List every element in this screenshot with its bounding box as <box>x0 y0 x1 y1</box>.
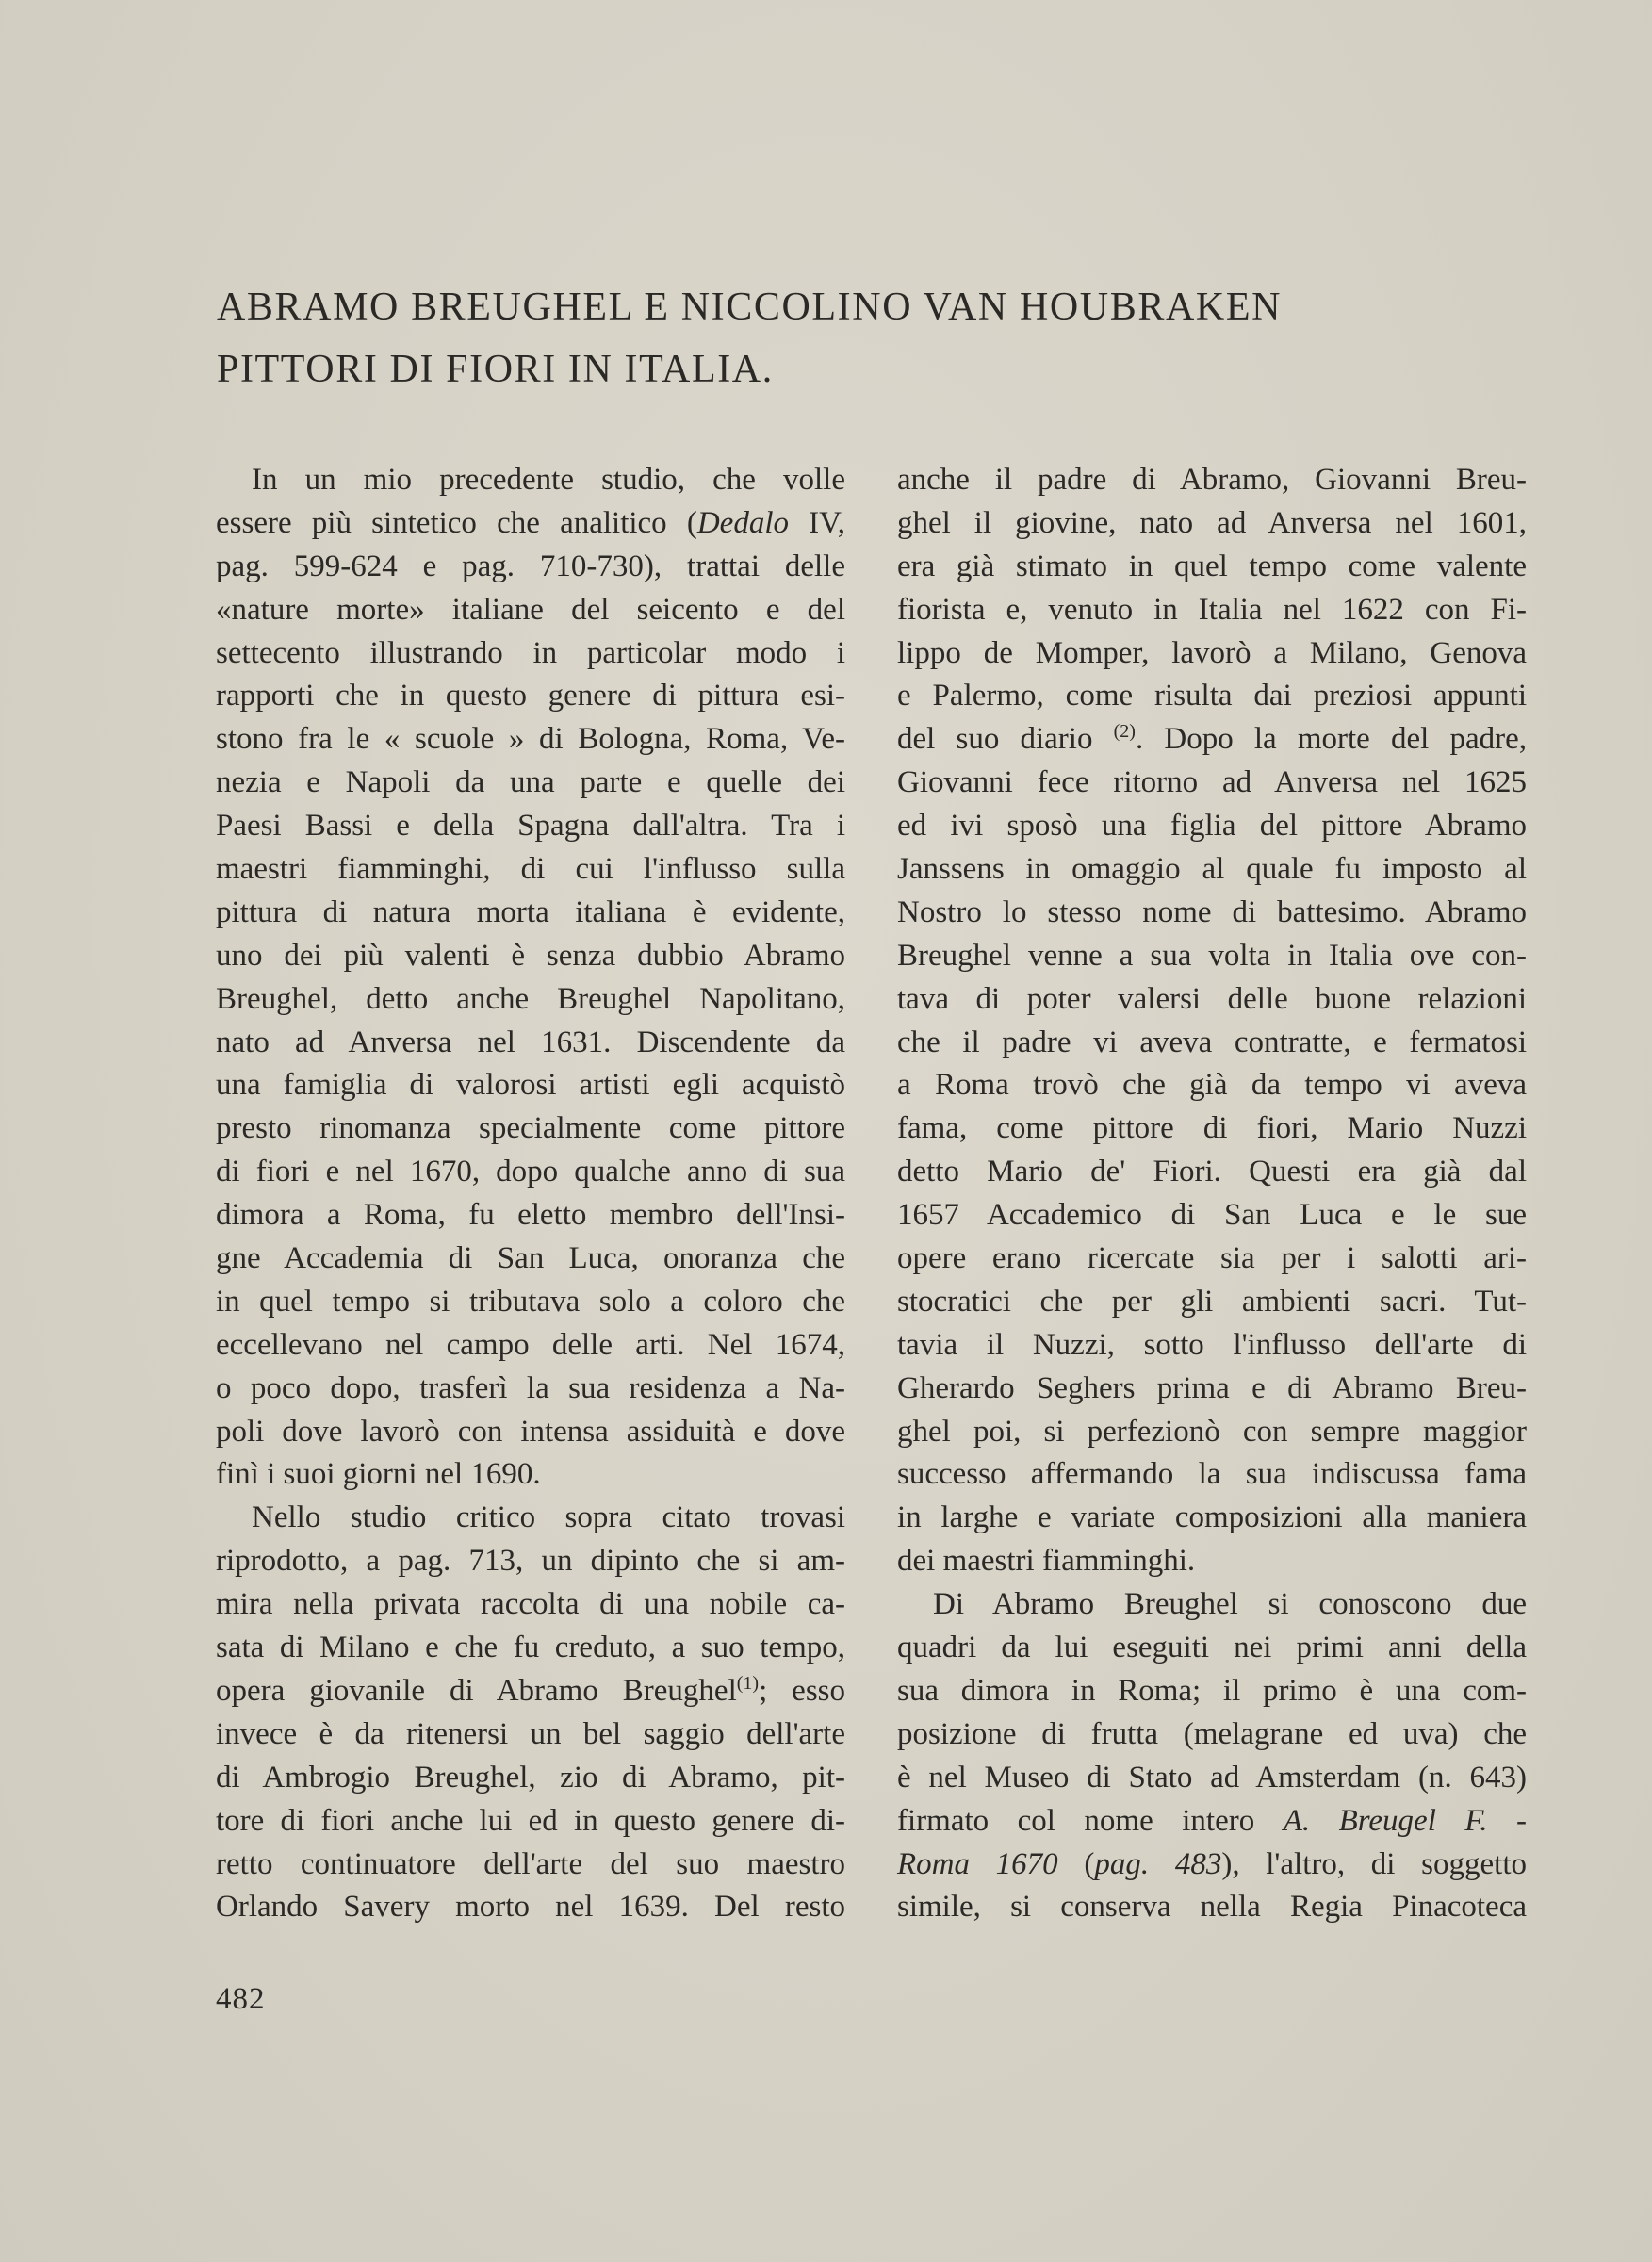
text-line: fama, come pittore di fiori, Mario Nuzzi <box>897 1111 1527 1146</box>
text-line: Di Abramo Breughel si conoscono due <box>933 1587 1527 1622</box>
text-column-left <box>216 459 845 1929</box>
text-line: anche il padre di Abramo, Giovanni Breu- <box>897 463 1527 497</box>
text-line: Gherardo Seghers prima e di Abramo Breu- <box>897 1370 1527 1405</box>
text-line: o poco dopo, trasferì la sua residenza a Na- <box>216 1370 845 1405</box>
text-line: sua dimora in Roma; il primo è una com- <box>897 1673 1527 1708</box>
text-line: a Roma trovò che già da tempo vi aveva <box>897 1068 1527 1103</box>
text-line: pag. 599-624 e pag. 710-730), trattai delle <box>216 549 845 583</box>
text-line: fiorista e, venuto in Italia nel 1622 con Fi- <box>897 592 1527 627</box>
text-line: Nello studio critico sopra citato trovasi <box>252 1500 845 1535</box>
text-line: simile, si conserva nella Regia Pinacoteca <box>897 1890 1527 1925</box>
text-line: successo affermando la sua indiscussa fama <box>897 1457 1527 1492</box>
text-line: eccellevano nel campo delle arti. Nel 1674, <box>216 1327 845 1362</box>
text-line: Paesi Bassi e della Spagna dall'altra. Tra i <box>216 809 845 844</box>
text-line: Orlando Savery morto nel 1639. Del resto <box>216 1890 845 1925</box>
text-line: che il padre vi aveva contratte, e fermatosi <box>897 1024 1527 1059</box>
text-line: essere più sintetico che analitico (Dedalo IV, <box>216 505 845 540</box>
text-line: in quel tempo si tributava solo a coloro che <box>216 1284 845 1319</box>
text-line: nato ad Anversa nel 1631. Discendente da <box>216 1024 845 1059</box>
text-line: era già stimato in quel tempo come valente <box>897 549 1527 583</box>
text-line: retto continuatore dell'arte del suo maestro <box>216 1846 845 1881</box>
text-line: sata di Milano e che fu creduto, a suo tempo, <box>216 1631 845 1665</box>
text-line: e Palermo, come risulta dai preziosi appunti <box>897 679 1527 713</box>
text-line: ghel il giovine, nato ad Anversa nel 1601, <box>897 505 1527 540</box>
text-line: lippo de Momper, lavorò a Milano, Genova <box>897 635 1527 670</box>
text-line: stono fra le « scuole » di Bologna, Roma, Ve- <box>216 722 845 757</box>
text-line: quadri da lui eseguiti nei primi anni della <box>897 1631 1527 1665</box>
text-line: tore di fiori anche lui ed in questo genere di- <box>216 1803 845 1838</box>
text-line: opera giovanile di Abramo Breughel$^{(1)}$; esso <box>216 1672 846 1708</box>
text-line: mira nella privata raccolta di una nobile ca- <box>216 1587 845 1622</box>
text-line: Giovanni fece ritorno ad Anversa nel 1625 <box>897 765 1527 800</box>
text-line: ghel poi, si perfezionò con sempre maggior <box>897 1414 1527 1449</box>
text-line: tava di poter valersi delle buone relazioni <box>897 981 1527 1016</box>
text-line: «nature morte» italiane del seicento e del <box>216 592 845 627</box>
text-line: dei maestri fiamminghi. <box>897 1544 1196 1579</box>
text-line: di Ambrogio Breughel, zio di Abramo, pit- <box>216 1760 845 1795</box>
text-column-right <box>897 459 1527 1929</box>
text-line: di fiori e nel 1670, dopo qualche anno di sua <box>216 1155 845 1189</box>
text-line: Breughel, detto anche Breughel Napolitano, <box>216 981 845 1016</box>
text-line: posizione di frutta (melagrane ed uva) che <box>897 1716 1527 1751</box>
text-line: detto Mario de' Fiori. Questi era già dal <box>897 1155 1527 1189</box>
text-line: Breughel venne a sua volta in Italia ove con- <box>897 938 1527 973</box>
signature-inscription: A. Breugel F. - <box>1283 1803 1527 1838</box>
text-line: stocratici che per gli ambienti sacri. Tut- <box>897 1284 1527 1319</box>
text-line: dimora a Roma, fu eletto membro dell'Insi- <box>216 1198 845 1233</box>
text-line: invece è da ritenersi un bel saggio dell'arte <box>216 1716 845 1751</box>
text-line: opere erano ricercate sia per i salotti ari- <box>897 1241 1527 1276</box>
text-line: è nel Museo di Stato ad Amsterdam (n. 643) <box>897 1760 1527 1795</box>
text-line: nezia e Napoli da una parte e quelle dei <box>216 765 845 800</box>
text-line: Nostro lo stesso nome di battesimo. Abramo <box>897 894 1527 929</box>
text-line: In un mio precedente studio, che volle <box>252 463 845 497</box>
text-line: maestri fiamminghi, di cui l'influsso sulla <box>216 852 845 887</box>
journal-title: Dedalo <box>696 505 789 540</box>
text-line: riprodotto, a pag. 713, un dipinto che si am- <box>216 1544 845 1579</box>
text-line: Janssens in omaggio al quale fu imposto al <box>897 852 1527 887</box>
text-line: in larghe e variate composizioni alla maniera <box>897 1500 1527 1535</box>
text-line: Roma 1670 (pag. 483), l'altro, di soggetto <box>897 1846 1527 1881</box>
article-title <box>217 276 1282 401</box>
text-line: ed ivi sposò una figlia del pittore Abramo <box>897 809 1527 844</box>
text-line: del suo diario $^{(2)}$. Dopo la morte del padre, <box>897 721 1527 757</box>
footnote-ref-1[interactable]: (1) <box>736 1672 760 1694</box>
page-number: 482 <box>216 1982 266 2016</box>
text-line: presto rinomanza specialmente come pittore <box>216 1111 845 1146</box>
footnote-ref-2[interactable]: (2) <box>1113 721 1136 743</box>
text-line: uno dei più valenti è senza dubbio Abramo <box>216 938 845 973</box>
text-line: pittura di natura morta italiana è evidente, <box>216 894 845 929</box>
text-line: poli dove lavorò con intensa assiduità e dove <box>216 1414 845 1449</box>
text-line: settecento illustrando in particolar modo i <box>216 635 845 670</box>
text-line: finì i suoi giorni nel 1690. <box>216 1457 541 1492</box>
text-line: una famiglia di valorosi artisti egli acquistò <box>216 1068 845 1103</box>
text-line: tavia il Nuzzi, sotto l'influsso dell'arte di <box>897 1327 1527 1362</box>
text-line: firmato col nome intero A. Breugel F. - <box>897 1803 1527 1838</box>
title-line-1: ABRAMO BREUGHEL E NICCOLINO VAN HOUBRAKEN <box>217 286 1283 329</box>
text-line: 1657 Accademico di San Luca e le sue <box>897 1198 1527 1233</box>
title-line-2: PITTORI DI FIORI IN ITALIA. <box>217 348 774 391</box>
text-line: rapporti che in questo genere di pittura esi- <box>216 679 845 713</box>
signature-inscription-cont: Roma 1670 <box>897 1846 1058 1881</box>
text-line: gne Accademia di San Luca, onoranza che <box>216 1241 845 1276</box>
page-reference[interactable]: pag. 483 <box>1094 1846 1222 1881</box>
